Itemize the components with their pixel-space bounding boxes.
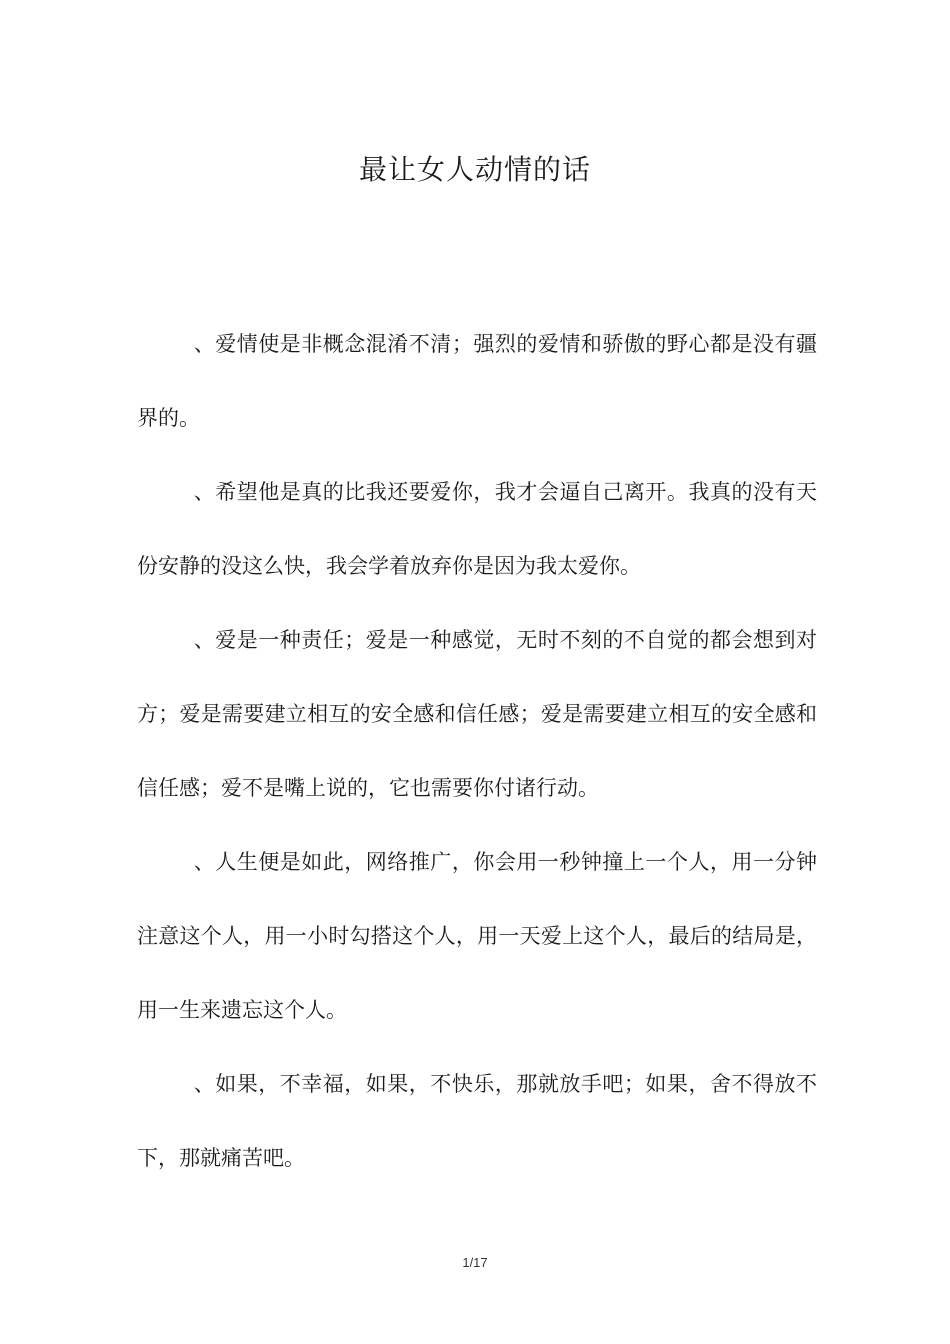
paragraph-3: 、爱是一种责任；爱是一种感觉，无时不刻的不自觉的都会想到对方；爱是需要建立相互的安全感和信任感；爱是需要建立相互的安全感和信任感；爱不是嘴上说的，它也需要你付诸行动。 xyxy=(137,628,817,800)
document-title: 最让女人动情的话 xyxy=(358,153,591,186)
paragraph-1: 、爱情使是非概念混淆不清；强烈的爱情和骄傲的野心都是没有疆界的。 xyxy=(137,332,817,430)
paragraph-4: 、人生便是如此，网络推广，你会用一秒钟撞上一个人，用一分钟注意这个人，用一小时勾搭这个人，用一天爱上这个人，最后的结局是，用一生来遗忘这个人。 xyxy=(137,850,817,1022)
paragraph-2: 、希望他是真的比我还要爱你，我才会逼自己离开。我真的没有天份安静的没这么快，我会学着放弃你是因为我太爱你。 xyxy=(137,480,817,578)
paragraph-5: 、如果，不幸福，如果，不快乐，那就放手吧；如果，舍不得放不下，那就痛苦吧。 xyxy=(137,1072,817,1170)
document-body xyxy=(137,307,817,1195)
page-number: 1/17 xyxy=(462,1255,488,1270)
